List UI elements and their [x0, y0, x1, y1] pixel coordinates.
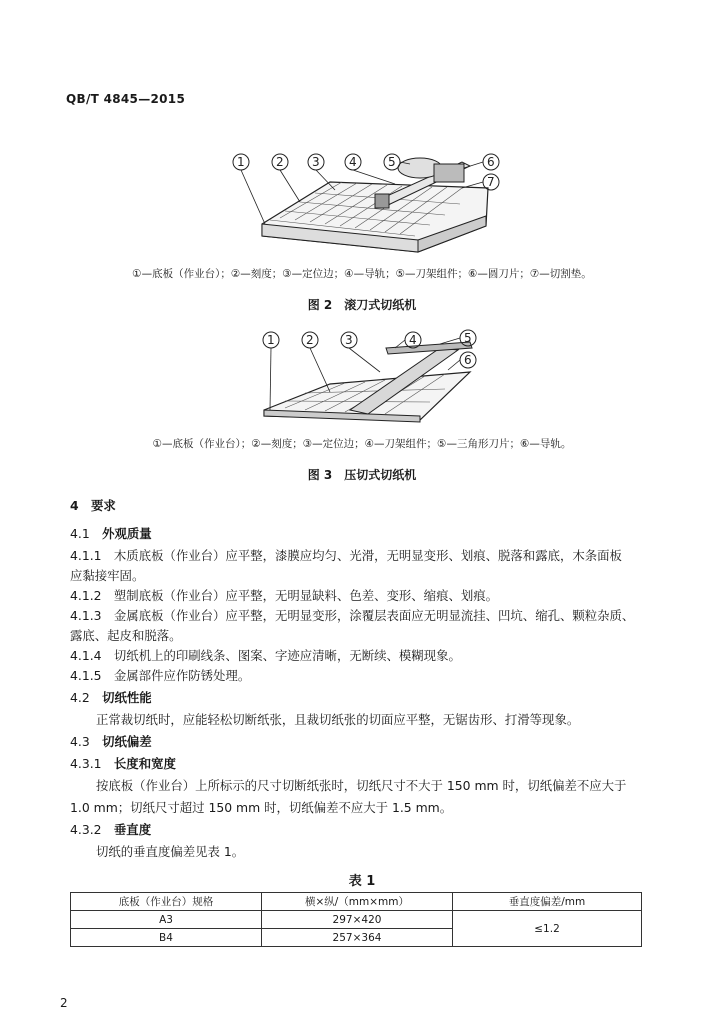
svg-text:5: 5: [464, 331, 472, 345]
figure-2-legend: ①—底板（作业台）；②—刻度；③—定位边；④—导轨；⑤—刀架组件；⑥—圆刀片；⑦—切割垫。: [132, 268, 592, 280]
table-row: [71, 911, 642, 929]
section-4-heading: 4 要求: [70, 498, 116, 513]
svg-text:2: 2: [306, 333, 314, 347]
header-size: 横×纵/（mm×mm）: [262, 893, 453, 911]
cell-tolerance: ≤1.2: [453, 911, 642, 947]
figure-3-drawing: [0, 326, 724, 436]
cell-spec: A3: [71, 911, 262, 929]
svg-text:4: 4: [349, 155, 357, 169]
cell-size: 257×364: [262, 929, 453, 947]
header-spec: 底板（作业台）规格: [71, 893, 262, 911]
standard-code: QB/T 4845—2015: [66, 92, 186, 106]
svg-text:5: 5: [388, 155, 396, 169]
clause-4-1-4: 4.1.4 切纸机上的印刷线条、图案、字迹应清晰，无断续、模糊现象。: [70, 648, 461, 663]
svg-text:4: 4: [409, 333, 417, 347]
clause-4-3-1-text: 按底板（作业台）上所标示的尺寸切断纸张时，切纸尺寸不大于 150 mm 时，切纸偏差不应大于: [96, 778, 627, 793]
clause-4-2-text: 正常裁切纸时，应能轻松切断纸张，且裁切纸张的切面应平整，无锯齿形、打滑等现象。: [96, 712, 580, 727]
header-tolerance: 垂直度偏差/mm: [453, 893, 642, 911]
svg-text:3: 3: [345, 333, 353, 347]
table-1-title: 表 1: [348, 874, 376, 889]
clause-4-1-2: 4.1.2 塑制底板（作业台）应平整，无明显缺料、色差、变形、缩痕、划痕。: [70, 588, 499, 603]
table-1: [70, 892, 642, 947]
page-number: 2: [60, 996, 68, 1010]
svg-text:7: 7: [487, 175, 495, 189]
cell-size: 297×420: [262, 911, 453, 929]
clause-4-1-3: 4.1.3 金属底板（作业台）应平整，无明显变形，涂覆层表面应无明显流挂、凹坑、缩孔、颗粒杂质、: [70, 608, 635, 623]
figure-2-drawing: [0, 140, 724, 270]
cell-spec: B4: [71, 929, 262, 947]
svg-text:6: 6: [464, 353, 472, 367]
clause-4-1-3-cont: 露底、起皮和脱落。: [70, 628, 182, 643]
table-header-row: [71, 893, 642, 911]
figure-3-legend: ①—底板（作业台）；②—刻度；③—定位边；④—刀架组件；⑤—三角形刀片；⑥—导轨。: [152, 438, 572, 450]
svg-text:6: 6: [487, 155, 495, 169]
figure-2-title: 图 2 滚刀式切纸机: [307, 298, 417, 312]
clause-4-1-1: 4.1.1 木质底板（作业台）应平整，漆膜应均匀、光滑，无明显变形、划痕、脱落和露底，木条面板: [70, 548, 622, 563]
svg-text:1: 1: [267, 333, 275, 347]
section-4-1-heading: 4.1 外观质量: [70, 526, 152, 541]
section-4-3-heading: 4.3 切纸偏差: [70, 734, 152, 749]
svg-text:1: 1: [237, 155, 245, 169]
roller-cutter-illustration: [0, 140, 724, 270]
svg-text:2: 2: [276, 155, 284, 169]
section-4-3-1-heading: 4.3.1 长度和宽度: [70, 756, 176, 771]
section-4-2-heading: 4.2 切纸性能: [70, 690, 152, 705]
clause-4-3-2-text: 切纸的垂直度偏差见表 1。: [96, 844, 245, 859]
clause-4-3-1-cont: 1.0 mm；切纸尺寸超过 150 mm 时，切纸偏差不应大于 1.5 mm。: [70, 800, 453, 815]
clause-4-1-1-cont: 应黏接牢固。: [70, 568, 145, 583]
clause-4-1-5: 4.1.5 金属部件应作防锈处理。: [70, 668, 251, 683]
section-4-3-2-heading: 4.3.2 垂直度: [70, 822, 152, 837]
guillotine-cutter-illustration: [0, 326, 724, 436]
figure-3-title: 图 3 压切式切纸机: [307, 468, 417, 482]
svg-text:3: 3: [312, 155, 320, 169]
